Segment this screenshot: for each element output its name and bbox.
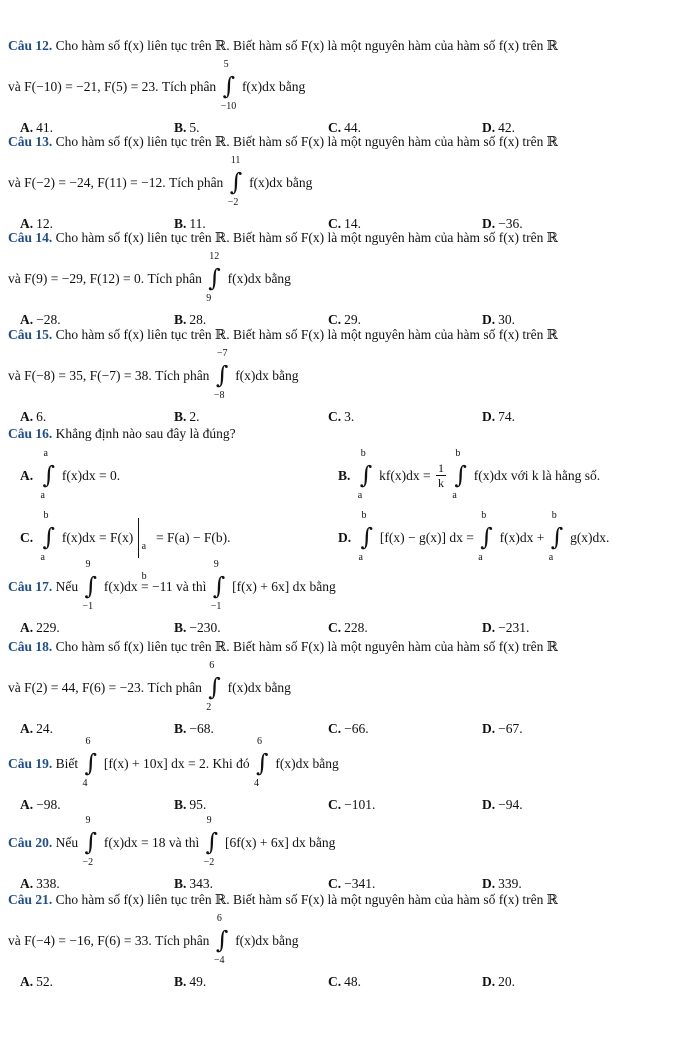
option-label: A. bbox=[20, 216, 34, 231]
option-a[interactable] bbox=[20, 618, 60, 638]
option-value: 339. bbox=[498, 876, 522, 891]
option-label: D. bbox=[482, 216, 496, 231]
target-expression: [f(x) + 6x] dx bằng bbox=[232, 579, 336, 594]
text-va: và bbox=[8, 271, 21, 286]
option-value: 338. bbox=[36, 876, 60, 891]
lower-limit: 2 bbox=[206, 702, 212, 713]
upper-limit: b bbox=[361, 509, 367, 521]
option-value: 6. bbox=[36, 409, 47, 424]
question-number: Câu 14. bbox=[8, 230, 53, 245]
lower-limit: 4 bbox=[253, 778, 259, 789]
option-label: A. bbox=[20, 974, 34, 989]
lower-limit: a bbox=[40, 551, 45, 563]
question-12 bbox=[8, 36, 672, 138]
option-label: D. bbox=[482, 312, 496, 327]
option-label: B. bbox=[174, 216, 187, 231]
question-19 bbox=[8, 733, 672, 815]
option-value: 228. bbox=[344, 620, 368, 635]
upper-limit: b bbox=[455, 447, 461, 459]
text-va: và bbox=[8, 175, 21, 190]
option-label: C. bbox=[328, 312, 342, 327]
option-label: D. bbox=[482, 620, 496, 635]
option-value: 20. bbox=[498, 974, 515, 989]
upper-limit: 6 bbox=[256, 736, 262, 747]
text-neu: Nếu bbox=[55, 579, 79, 594]
option-value: 24. bbox=[36, 721, 53, 736]
option-label: B. bbox=[174, 876, 187, 891]
upper-limit: 5 bbox=[223, 59, 229, 70]
upper-limit: −7 bbox=[216, 348, 228, 359]
option-label: A. bbox=[20, 120, 34, 135]
lower-limit: −1 bbox=[210, 601, 222, 612]
option-label: B. bbox=[174, 620, 187, 635]
question-number: Câu 19. bbox=[8, 756, 53, 771]
integrand: f(x)dx bằng bbox=[235, 933, 299, 948]
evaluation-bar bbox=[138, 518, 153, 582]
lower-limit: 9 bbox=[206, 293, 212, 304]
option-value: −341. bbox=[344, 876, 376, 891]
target-expression: [6f(x) + 6x] dx bằng bbox=[224, 835, 336, 850]
upper-limit: b bbox=[481, 509, 487, 521]
option-value: −98. bbox=[36, 797, 61, 812]
option-a[interactable] bbox=[20, 972, 53, 992]
condition: F(−10) = −21, F(5) = 23. bbox=[24, 79, 159, 94]
option-label: A. bbox=[20, 876, 34, 891]
lower-limit: −4 bbox=[213, 955, 225, 966]
integral-sign: 12 ∫ 9 bbox=[206, 251, 221, 304]
option-value: −101. bbox=[344, 797, 376, 812]
integral-sign: 9 ∫ −2 bbox=[203, 815, 219, 868]
answer-options bbox=[8, 972, 672, 992]
text-tich-phan: Tích phân bbox=[168, 175, 224, 190]
integral-sign: 6 ∫ 4 bbox=[253, 736, 269, 789]
numerator: 1 bbox=[438, 461, 444, 476]
text-tich-phan: Tích phân bbox=[155, 933, 210, 948]
integrand: f(x)dx bằng bbox=[235, 368, 299, 383]
integral-sign: 6 ∫ 2 bbox=[206, 660, 221, 713]
upper-limit: a bbox=[141, 540, 147, 552]
question-stem: Cho hàm số f(x) liên tục trên ℝ. Biết hàm số F(x) là một nguyên hàm của hàm số f(x) trên ℝ bbox=[55, 327, 558, 342]
integral-sign: −7 ∫ −8 bbox=[213, 348, 229, 401]
upper-limit: a bbox=[43, 447, 48, 459]
option-label: A. bbox=[20, 467, 34, 483]
option-value: −67. bbox=[498, 721, 523, 736]
option-value: −28. bbox=[36, 312, 61, 327]
text-va: và bbox=[8, 79, 21, 94]
option-label: D. bbox=[482, 721, 496, 736]
question-number: Câu 20. bbox=[8, 835, 53, 850]
question-17 bbox=[8, 556, 672, 638]
integral-sign: 9 ∫ −1 bbox=[82, 559, 98, 612]
upper-limit: 9 bbox=[213, 559, 219, 570]
integral-sign: 9 ∫ −2 bbox=[82, 815, 98, 868]
option-value: −66. bbox=[344, 721, 369, 736]
text-tich-phan: Tích phân bbox=[147, 680, 202, 695]
upper-limit: b bbox=[43, 509, 49, 521]
text-tich-phan: Tích phân bbox=[155, 368, 210, 383]
question-14 bbox=[8, 228, 672, 330]
option-value: 229. bbox=[36, 620, 60, 635]
option-value: 28. bbox=[189, 312, 207, 327]
option-label: B. bbox=[174, 312, 187, 327]
upper-limit: b bbox=[551, 509, 557, 521]
lower-limit: −1 bbox=[82, 601, 94, 612]
target-expression: f(x)dx bằng bbox=[275, 756, 339, 771]
question-stem: Cho hàm số f(x) liên tục trên ℝ. Biết hàm số F(x) là một nguyên hàm của hàm số f(x) trên ℝ bbox=[55, 38, 558, 53]
text-tich-phan: Tích phân bbox=[147, 271, 202, 286]
lower-limit: −2 bbox=[203, 857, 215, 868]
upper-limit: b bbox=[360, 447, 366, 459]
lower-limit: a bbox=[452, 489, 457, 501]
option-value: 52. bbox=[36, 974, 53, 989]
option-c[interactable] bbox=[328, 618, 368, 638]
option-expression: f(x)dx = F(x) bbox=[61, 529, 134, 545]
option-label: A. bbox=[20, 620, 34, 635]
option-value: 49. bbox=[189, 974, 207, 989]
condition: F(−4) = −16, F(6) = 33. bbox=[24, 933, 152, 948]
integral-sign: b ∫ a bbox=[40, 509, 56, 563]
integral-sign: a ∫ a bbox=[40, 447, 56, 501]
text-neu: Nếu bbox=[55, 835, 79, 850]
option-value: 29. bbox=[344, 312, 361, 327]
answer-options bbox=[8, 618, 672, 638]
integrand: f(x)dx bằng bbox=[241, 79, 306, 94]
option-label: B. bbox=[174, 974, 187, 989]
option-d[interactable] bbox=[482, 972, 515, 992]
lower-limit: −8 bbox=[213, 390, 225, 401]
option-expression: g(x)dx. bbox=[570, 529, 610, 545]
option-label: B. bbox=[174, 721, 187, 736]
integrand: f(x)dx bằng bbox=[249, 175, 313, 190]
question-text: Khẳng định nào sau đây là đúng? bbox=[55, 426, 236, 441]
text-va: và bbox=[8, 368, 21, 383]
integrand: f(x)dx bằng bbox=[227, 680, 291, 695]
question-number: Câu 21. bbox=[8, 892, 53, 907]
option-expression: f(x)dx với k là hằng số. bbox=[473, 467, 601, 483]
lower-limit: a bbox=[40, 489, 45, 501]
question-18 bbox=[8, 637, 672, 739]
condition: F(2) = 44, F(6) = −23. bbox=[24, 680, 145, 695]
given-expression: f(x)dx = 18 và thì bbox=[103, 835, 200, 850]
upper-limit: 9 bbox=[85, 815, 91, 826]
question-21 bbox=[8, 890, 672, 992]
option-value: 41. bbox=[36, 120, 53, 135]
question-13 bbox=[8, 132, 672, 234]
option-expression: f(x)dx = 0. bbox=[61, 467, 121, 483]
option-label: D. bbox=[482, 797, 496, 812]
upper-limit: 9 bbox=[206, 815, 212, 826]
option-value: 74. bbox=[498, 409, 515, 424]
upper-limit: 6 bbox=[85, 736, 91, 747]
option-label: D. bbox=[482, 409, 496, 424]
question-stem: Cho hàm số f(x) liên tục trên ℝ. Biết hàm số F(x) là một nguyên hàm của hàm số f(x) trên ℝ bbox=[55, 230, 558, 245]
option-label: C. bbox=[328, 216, 342, 231]
option-value: 42. bbox=[498, 120, 515, 135]
option-label: C. bbox=[328, 120, 342, 135]
option-label: C. bbox=[328, 620, 342, 635]
text-va: và bbox=[8, 933, 21, 948]
lower-limit: −10 bbox=[220, 101, 237, 112]
option-label: D. bbox=[482, 120, 496, 135]
option-value: −36. bbox=[498, 216, 523, 231]
option-label: D. bbox=[482, 876, 496, 891]
option-expression: [f(x) − g(x)] dx = bbox=[379, 529, 474, 545]
integral-sign: 11 ∫ −2 bbox=[227, 155, 243, 208]
option-label: C. bbox=[328, 721, 342, 736]
upper-limit: 12 bbox=[209, 251, 220, 262]
option-b[interactable] bbox=[174, 972, 206, 992]
option-value: 2. bbox=[189, 409, 200, 424]
lower-limit: a bbox=[357, 489, 363, 501]
option-label: C. bbox=[328, 797, 342, 812]
option-label: C. bbox=[328, 409, 342, 424]
option-b[interactable] bbox=[338, 444, 600, 506]
upper-limit: 6 bbox=[209, 660, 215, 671]
condition: F(−2) = −24, F(11) = −12. bbox=[24, 175, 166, 190]
question-stem: Cho hàm số f(x) liên tục trên ℝ. Biết hàm số F(x) là một nguyên hàm của hàm số f(x) trên ℝ bbox=[55, 639, 558, 654]
option-label: B. bbox=[338, 467, 351, 483]
option-c[interactable] bbox=[328, 972, 361, 992]
option-value: −230. bbox=[189, 620, 221, 635]
upper-limit: 9 bbox=[85, 559, 91, 570]
question-number: Câu 13. bbox=[8, 134, 53, 149]
question-number: Câu 16. bbox=[8, 426, 53, 441]
question-stem: Cho hàm số f(x) liên tục trên ℝ. Biết hàm số F(x) là một nguyên hàm của hàm số f(x) trên ℝ bbox=[55, 134, 558, 149]
question-20 bbox=[8, 812, 672, 894]
integrand: f(x)dx bằng bbox=[227, 271, 291, 286]
lower-limit: a bbox=[548, 551, 554, 563]
text-tich-phan: Tích phân bbox=[161, 79, 217, 94]
upper-limit: 11 bbox=[230, 155, 241, 166]
integral-sign: b ∫ a bbox=[452, 447, 467, 501]
fraction bbox=[436, 461, 446, 490]
option-label: C. bbox=[20, 529, 34, 545]
lower-limit: b bbox=[141, 570, 147, 582]
integral-sign: 6 ∫ −4 bbox=[213, 913, 229, 966]
lower-limit: 4 bbox=[82, 778, 88, 789]
question-number: Câu 12. bbox=[8, 38, 53, 53]
question-number: Câu 17. bbox=[8, 579, 53, 594]
question-number: Câu 15. bbox=[8, 327, 53, 342]
option-value: 5. bbox=[189, 120, 200, 135]
option-label: C. bbox=[328, 974, 342, 989]
option-value: 30. bbox=[498, 312, 515, 327]
upper-limit: 6 bbox=[216, 913, 222, 924]
integral-sign: b ∫ a bbox=[357, 447, 373, 501]
given-expression: f(x)dx = −11 và thì bbox=[103, 579, 207, 594]
question-stem: Cho hàm số f(x) liên tục trên ℝ. Biết hàm số F(x) là một nguyên hàm của hàm số f(x) trên ℝ bbox=[55, 892, 558, 907]
option-label: A. bbox=[20, 797, 34, 812]
option-value: 95. bbox=[189, 797, 207, 812]
option-label: B. bbox=[174, 797, 187, 812]
option-value: 11. bbox=[189, 216, 206, 231]
condition: F(9) = −29, F(12) = 0. bbox=[24, 271, 145, 286]
text-va: và bbox=[8, 680, 21, 695]
option-label: B. bbox=[174, 409, 187, 424]
option-label: D. bbox=[482, 974, 496, 989]
option-d[interactable] bbox=[482, 618, 529, 638]
integral-sign: b ∫ a bbox=[358, 509, 374, 563]
condition: F(−8) = 35, F(−7) = 38. bbox=[24, 368, 152, 383]
option-label: D. bbox=[338, 529, 352, 545]
option-value: −231. bbox=[498, 620, 530, 635]
lower-limit: −2 bbox=[82, 857, 94, 868]
option-value: −94. bbox=[498, 797, 523, 812]
lower-limit: a bbox=[478, 551, 483, 563]
option-label: B. bbox=[174, 120, 187, 135]
lower-limit: −2 bbox=[227, 197, 239, 208]
option-value: 44. bbox=[344, 120, 361, 135]
option-label: C. bbox=[328, 876, 342, 891]
option-value: 12. bbox=[36, 216, 53, 231]
integral-sign: 5 ∫ −10 bbox=[220, 59, 237, 112]
option-label: A. bbox=[20, 409, 34, 424]
option-value: 3. bbox=[344, 409, 355, 424]
option-value: 14. bbox=[344, 216, 361, 231]
question-number: Câu 18. bbox=[8, 639, 53, 654]
option-value: 48. bbox=[344, 974, 361, 989]
option-expression: f(x)dx + bbox=[499, 529, 545, 545]
option-expression: kf(x)dx = bbox=[379, 467, 431, 483]
option-value: −68. bbox=[189, 721, 214, 736]
integral-sign: b ∫ a bbox=[548, 509, 564, 563]
option-a[interactable] bbox=[20, 444, 120, 506]
question-16 bbox=[8, 424, 672, 582]
option-b[interactable] bbox=[174, 618, 221, 638]
option-value: 343. bbox=[189, 876, 214, 891]
integral-sign: 9 ∫ −1 bbox=[210, 559, 226, 612]
question-15 bbox=[8, 325, 672, 427]
integral-sign: b ∫ a bbox=[478, 509, 493, 563]
option-label: A. bbox=[20, 312, 34, 327]
given-expression: [f(x) + 10x] dx = 2. Khi đó bbox=[103, 756, 250, 771]
option-expression: = F(a) − F(b). bbox=[155, 529, 231, 545]
integral-sign: 6 ∫ 4 bbox=[82, 736, 98, 789]
lower-limit: a bbox=[358, 551, 363, 563]
denominator: k bbox=[438, 476, 444, 491]
option-label: A. bbox=[20, 721, 34, 736]
text-biet: Biết bbox=[55, 756, 79, 771]
